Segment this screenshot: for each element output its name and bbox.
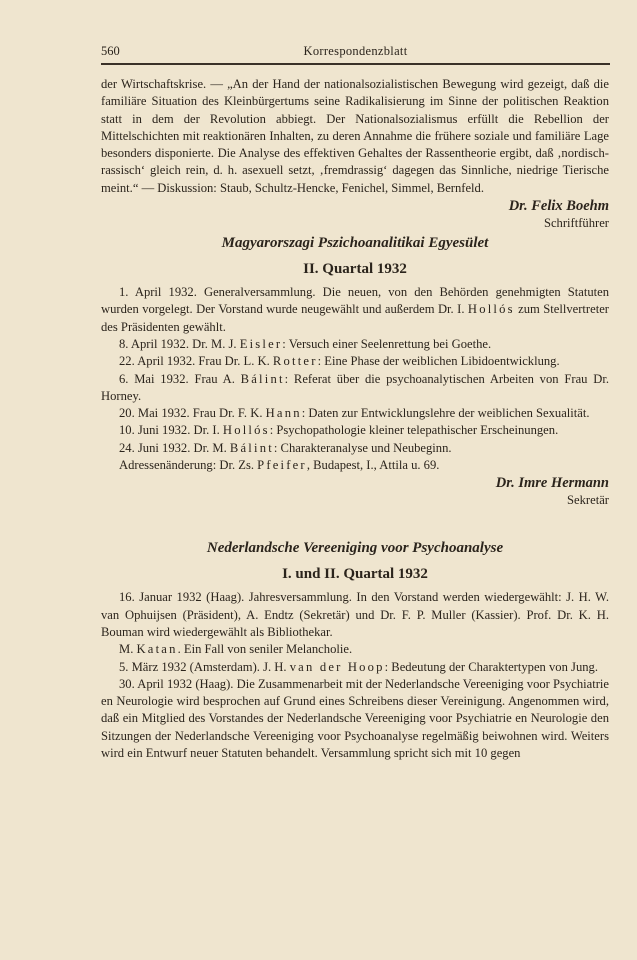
page-number: 560: [101, 44, 120, 58]
entry-paragraph: 6. Mai 1932. Frau A. Bálint: Referat über die psychoanalytischen Arbeiten von Frau Dr. Horney.: [101, 371, 609, 403]
entry-paragraph: Adressenänderung: Dr. Zs. Pfeifer, Budapest, I., Attila u. 69.: [119, 458, 440, 473]
entry-paragraph: M. Katan. Ein Fall von seniler Melancholie.: [119, 642, 353, 657]
quarter-heading-hungarian: II. Quartal 1932: [303, 261, 407, 278]
dutch-entries: [101, 589, 609, 762]
hungarian-entries: [101, 284, 609, 474]
signature-name: Dr. Imre Hermann: [495, 475, 609, 492]
entry-paragraph: 5. März 1932 (Amsterdam). J. H. van der Hoop: Bedeutung der Charaktertypen von Jung.: [119, 659, 598, 674]
header-rule: [101, 63, 610, 65]
entry-paragraph: 24. Juni 1932. Dr. M. Bálint: Charakteranalyse und Neubeginn.: [119, 440, 452, 455]
intro-paragraph: der Wirtschaftskrise. — „An der Hand der nationalsozialistischen Bewegung wird gezeigt, daß die familiäre Situation des Kleinbürgertums seine Radikalisierung im Sinne der politischen Reaktion statt in dem der Revolution abbiegt. Der Nationalsozialismus erfüllt die Rebellion der Mittelschichten mit reaktionären Inhalten, zu deren Annahme die frühere soziale und familiäre Lage besonders disponierte. Die Analyse des effektiven Gehaltes der Rassentheorie ergibt, daß ‚nordisch-rassisch‘ gleich rein, d. h. asexuell setzt, ‚fremdrassig‘ dagegen das Sinnliche, niedrige Tierische meint.“ — Diskussion: Staub, Schultz-Hencke, Fenichel, Simmel, Bernfeld.: [101, 77, 609, 195]
page-content: [101, 76, 609, 762]
entry-paragraph: 22. April 1932. Frau Dr. L. K. Rotter: Eine Phase der weiblichen Libidoentwicklung.: [119, 354, 560, 369]
page-header: [101, 42, 610, 62]
society-title-hungarian: Magyarorszagi Pszichoanalitikai Egyesület: [221, 235, 489, 252]
entry-paragraph: 16. Januar 1932 (Haag). Jahresversammlung. In den Vorstand werden wiedergewählt: J. H. W. van Ophuijsen (Präsident), A. Endtz (Sekretär) und Dr. F. P. Muller (Kassier). Prof. Dr. K. H. Bouman wird wiedergewählt als Bibliothekar.: [101, 590, 609, 639]
section-gap: [101, 508, 609, 536]
signature-role: Schriftführer: [543, 216, 609, 231]
intro-signature: [101, 197, 609, 231]
entry-paragraph: 10. Juni 1932. Dr. I. Hollós: Psychopathologie kleiner telepathischer Erscheinungen.: [119, 423, 559, 438]
signature-role: Sekretär: [567, 493, 609, 508]
entry-paragraph: 8. April 1932. Dr. M. J. Eisler: Versuch einer Seelenrettung bei Goethe.: [119, 336, 492, 351]
entry-paragraph: 20. Mai 1932. Frau Dr. F. K. Hann: Daten zur Entwicklungslehre der weiblichen Sexualität.: [119, 406, 590, 421]
society-title-dutch: Nederlandsche Vereeniging voor Psychoanalyse: [206, 540, 504, 557]
quarter-heading-dutch: I. und II. Quartal 1932: [282, 566, 428, 583]
running-title: Korrespondenzblatt: [303, 44, 408, 58]
hungarian-signature: [101, 474, 609, 508]
signature-name: Dr. Felix Boehm: [508, 198, 609, 215]
entry-paragraph: 30. April 1932 (Haag). Die Zusammenarbeit mit der Nederlandsche Vereeniging voor Psychiatrie en Neurologie wird besprochen auf Grund eines Schreibens dieser Vereinigung. Angenommen wird, daß ein Mitglied des Vorstandes der Nederlandsche Vereeniging voor Psychiatrie en Neurologie den Sitzungen der Nederlandsche Vereeniging voor Psychoanalyse regelmäßig beiwohnen wird. Weiters wird ein Entwurf neuer Statuten behandelt. Versammlung spricht sich mit 10 gegen: [101, 676, 609, 761]
entry-paragraph: 1. April 1932. Generalversammlung. Die neuen, von den Behörden genehmigten Statuten wurden vorgelegt. Der Vorstand wurde neugewählt und außerdem Dr. I. Hollós zum Stellvertreter des Präsidenten gewählt.: [101, 285, 610, 334]
